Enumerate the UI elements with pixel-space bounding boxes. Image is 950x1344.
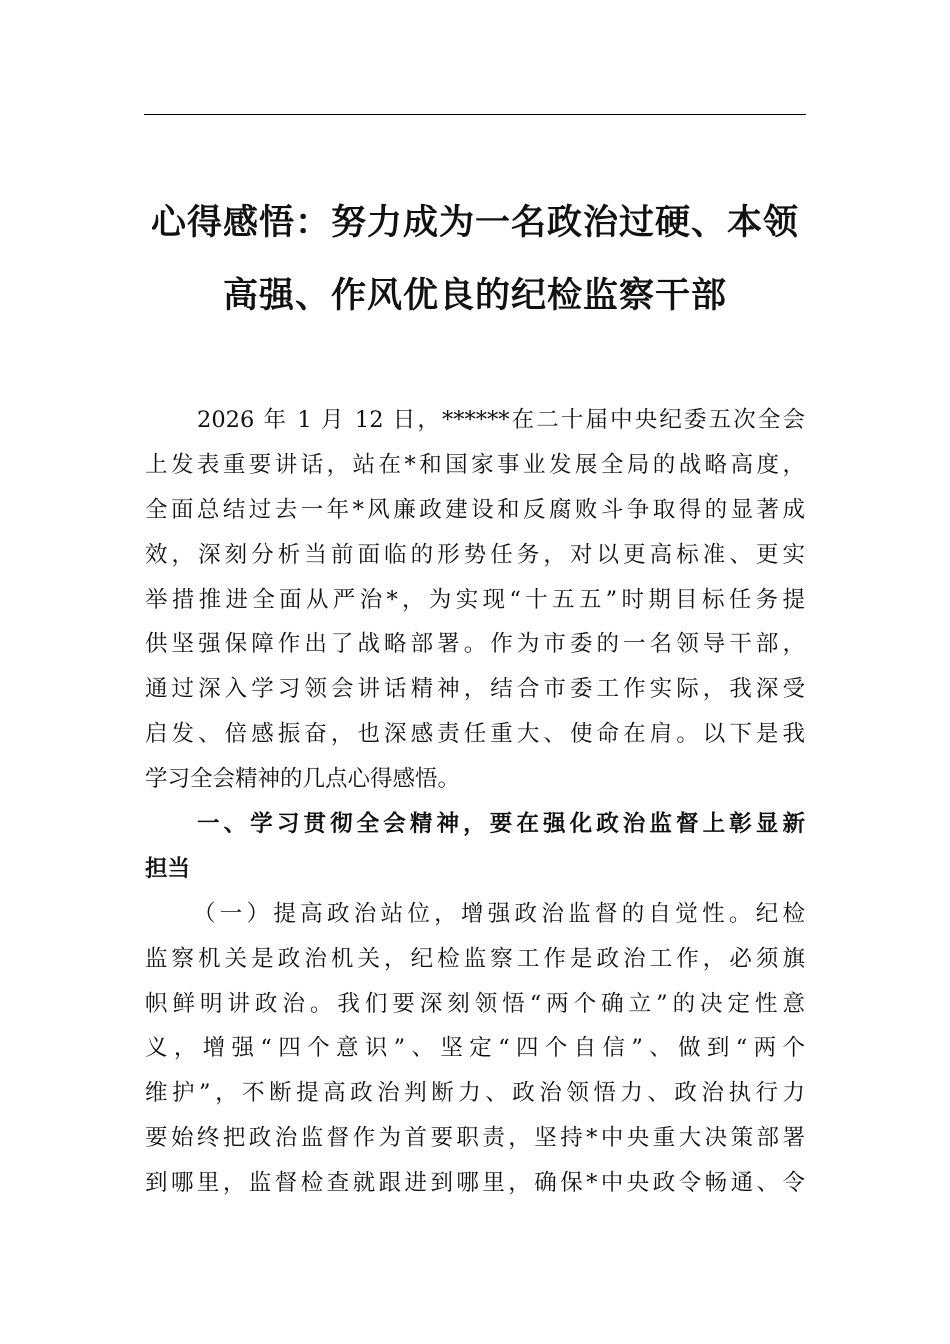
- text-line: 通过深入学习领会讲话精神，结合市委工作实际，我深受: [145, 676, 805, 703]
- text-line: 维护”，不断提高政治判断力、政治领悟力、政治执行力: [145, 1080, 805, 1107]
- subsection-paragraph: [145, 892, 805, 1206]
- text-line: 全面总结过去一年*风廉政建设和反腐败斗争取得的显著成: [145, 496, 805, 523]
- text-line: 举措推进全面从严治*，为实现“十五五”时期目标任务提: [145, 586, 805, 613]
- intro-paragraph: [145, 398, 805, 802]
- text-line: 2026 年 1 月 12 日，******在二十届中央纪委五次全会: [197, 407, 805, 433]
- text-line: 效，深刻分析当前面临的形势任务，对以更高标准、更实: [145, 541, 805, 568]
- heading-line: 一、学习贯彻全会精神，要在强化政治监督上彰显新: [197, 811, 805, 838]
- text-line: 要始终把政治监督作为首要职责，坚持*中央重大决策部署: [145, 1125, 805, 1152]
- document-title-line-2: 高强、作风优良的纪检监察干部: [222, 275, 727, 316]
- section-heading: [145, 802, 805, 892]
- document-body: [145, 398, 805, 1206]
- text-line: （一）提高政治站位，增强政治监督的自觉性。纪检: [193, 900, 805, 927]
- text-line: 供坚强保障作出了战略部署。作为市委的一名领导干部，: [145, 631, 805, 658]
- text-line: 学习全会精神的几点心得感悟。: [145, 766, 461, 793]
- heading-line: 担当: [145, 855, 191, 882]
- text-line: 到哪里，监督检查就跟进到哪里，确保*中央政令畅通、令: [145, 1170, 805, 1197]
- text-line: 上发表重要讲话，站在*和国家事业发展全局的战略高度，: [145, 451, 805, 478]
- text-line: 义，增强“四个意识”、坚定“四个自信”、做到“两个: [145, 1035, 805, 1062]
- document-title-line-1: 心得感悟：努力成为一名政治过硬、本领: [150, 202, 799, 243]
- text-line: 监察机关是政治机关，纪检监察工作是政治工作，必须旗: [145, 945, 805, 972]
- text-line: 帜鲜明讲政治。我们要深刻领悟“两个确立”的决定性意: [145, 990, 805, 1017]
- text-line: 启发、倍感振奋，也深感责任重大、使命在肩。以下是我: [145, 721, 805, 748]
- header-rule: [144, 114, 806, 115]
